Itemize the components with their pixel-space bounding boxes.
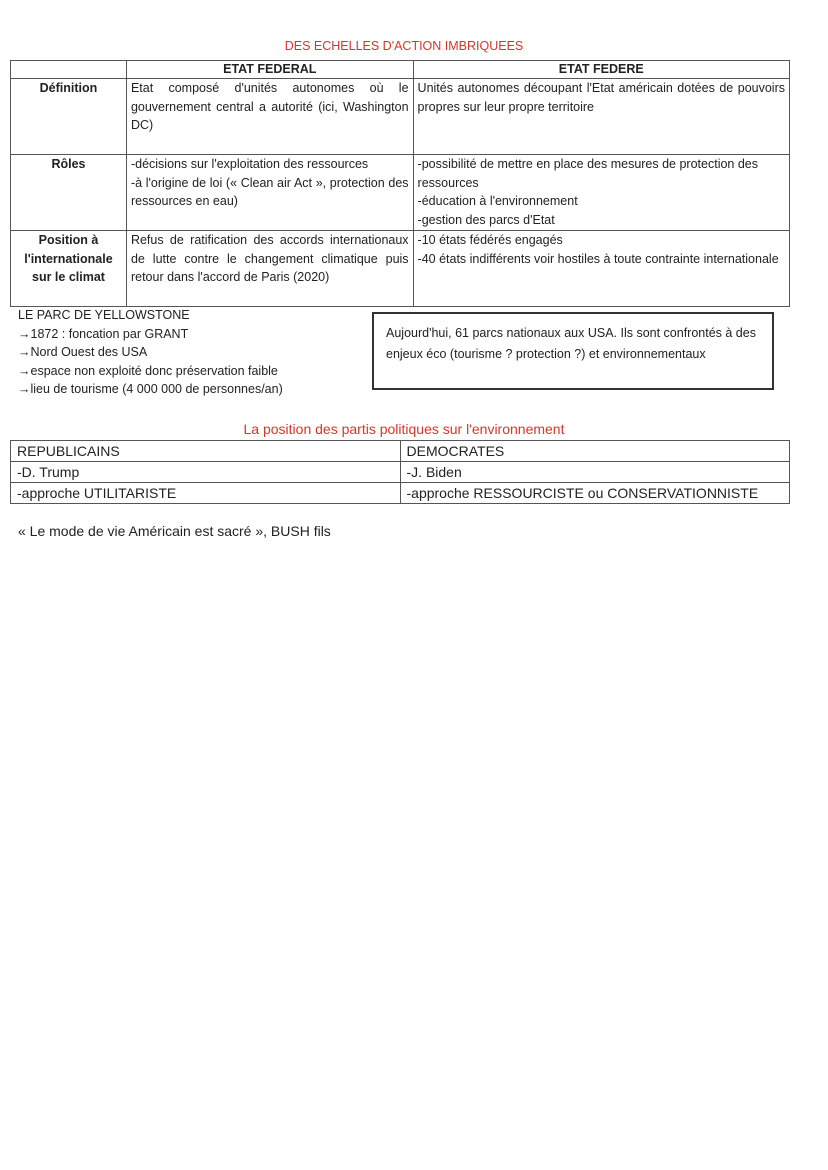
- cell-federal-position: Refus de ratification des accords internationaux de lutte contre le changement climatique puis retour dans l'accord de Paris (2020): [126, 231, 413, 307]
- table-row: [11, 483, 790, 504]
- header-etat-federe: ETAT FEDERE: [413, 61, 789, 79]
- federal-role-line: -à l'origine de loi (« Clean air Act », protection des ressources en eau): [130, 175, 409, 208]
- cell-federe-definition: Unités autonomes découpant l'Etat américain dotées de pouvoirs propres sur leur propre territoire: [413, 79, 789, 155]
- header-democrates: DEMOCRATES: [400, 441, 790, 462]
- cell-republicain: -D. Trump: [11, 462, 401, 483]
- header-etat-federal: ETAT FEDERAL: [126, 61, 413, 79]
- table-header-row: [11, 61, 790, 79]
- table-row: [11, 462, 790, 483]
- row-label-roles: Rôles: [11, 155, 127, 231]
- echelles-table: [10, 60, 790, 307]
- federal-role-line: -décisions sur l'exploitation des ressources: [130, 157, 369, 171]
- bush-quote: « Le mode de vie Américain est sacré », BUSH fils: [18, 523, 331, 539]
- table-row: [11, 231, 790, 307]
- section-title-partis: La position des partis politiques sur l'environnement: [243, 421, 565, 437]
- section-title-echelles: DES ECHELLES D'ACTION IMBRIQUEES: [284, 39, 524, 53]
- cell-democrate: -approche RESSOURCISTE ou CONSERVATIONNISTE: [400, 483, 790, 504]
- cell-federal-roles: [126, 155, 413, 231]
- list-item: →lieu de tourisme (4 000 000 de personnes/an): [18, 382, 283, 396]
- table-row: [11, 155, 790, 231]
- federe-role-line: -éducation à l'environnement: [417, 194, 578, 208]
- header-empty: [11, 61, 127, 79]
- federe-position-line: -10 états fédérés engagés: [417, 233, 563, 247]
- cell-federe-roles: [413, 155, 789, 231]
- federe-position-line: -40 états indifférents voir hostiles à toute contrainte internationale: [417, 251, 779, 266]
- federe-role-line: -gestion des parcs d'Etat: [417, 212, 555, 227]
- cell-federal-definition: Etat composé d'unités autonomes où le gouvernement central a autorité (ici, Washington DC): [126, 79, 413, 155]
- cell-democrate: -J. Biden: [400, 462, 790, 483]
- cell-federe-position: [413, 231, 789, 307]
- table-row: [11, 79, 790, 155]
- parcs-info-box: Aujourd'hui, 61 parcs nationaux aux USA. Ils sont confrontés à des enjeux éco (tourisme ? protection ?) et environnementaux: [372, 312, 774, 390]
- yellowstone-title: LE PARC DE YELLOWSTONE: [18, 308, 190, 322]
- federe-role-line: -possibilité de mettre en place des mesures de protection des ressources: [417, 157, 759, 190]
- table-header-row: [11, 441, 790, 462]
- yellowstone-notes: [18, 306, 283, 399]
- list-item: →espace non exploité donc préservation faible: [18, 363, 278, 378]
- cell-republicain: -approche UTILITARISTE: [11, 483, 401, 504]
- list-item: →Nord Ouest des USA: [18, 345, 148, 359]
- header-republicains: REPUBLICAINS: [11, 441, 401, 462]
- partis-table: [10, 440, 790, 504]
- row-label-definition: Définition: [11, 79, 127, 155]
- list-item: →1872 : foncation par GRANT: [18, 326, 189, 341]
- row-label-position: Position à l'internationale sur le climat: [11, 231, 127, 307]
